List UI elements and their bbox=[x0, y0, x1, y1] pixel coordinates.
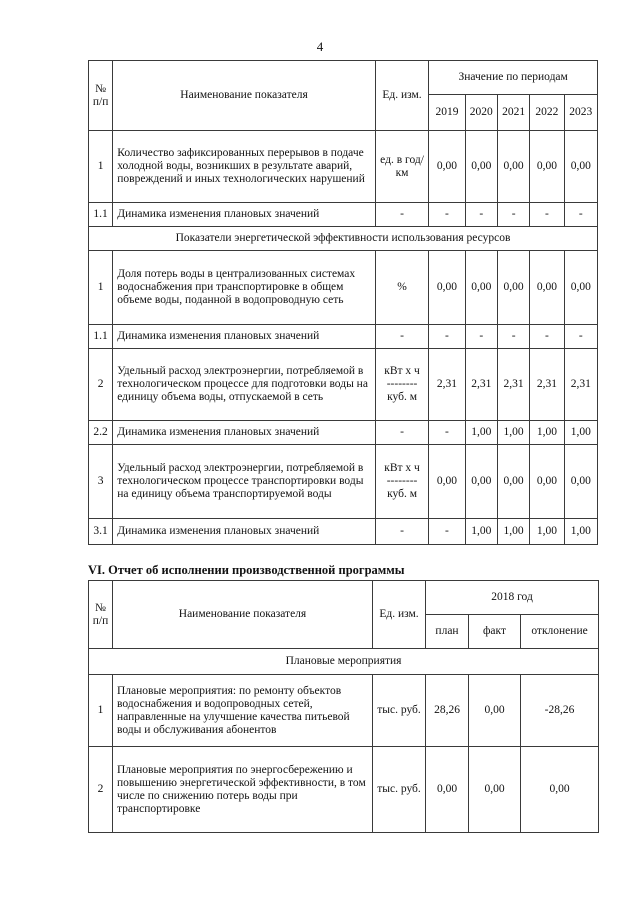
row-unit: - bbox=[375, 325, 429, 349]
row-value: - bbox=[497, 203, 529, 227]
row-value: 0,00 bbox=[429, 445, 465, 519]
row-num: 3 bbox=[89, 445, 113, 519]
row-value: 1,00 bbox=[497, 519, 529, 545]
row-value: - bbox=[564, 325, 597, 349]
row-value: 2,31 bbox=[530, 349, 564, 421]
row-num: 1 bbox=[89, 131, 113, 203]
row-value: 0,00 bbox=[429, 131, 465, 203]
row-value: 0,00 bbox=[465, 131, 497, 203]
row-num: 1 bbox=[89, 675, 113, 747]
row-name: Удельный расход электроэнергии, потребляемой в технологическом процессе для подготовки воды на единицу объема воды, отпускаемой в сеть bbox=[113, 349, 376, 421]
row-deviation: -28,26 bbox=[521, 675, 599, 747]
row-name: Динамика изменения плановых значений bbox=[113, 203, 376, 227]
header-name: Наименование показателя bbox=[113, 61, 376, 131]
row-value: 0,00 bbox=[530, 251, 564, 325]
row-value: 0,00 bbox=[564, 131, 597, 203]
row-num: 2 bbox=[89, 349, 113, 421]
section-heading: Показатели энергетической эффективности использования ресурсов bbox=[89, 227, 598, 251]
row-name: Плановые мероприятия: по ремонту объектов водоснабжения и водопроводных сетей, направленные на улучшение качества питьевой воды и обслуживания абонентов bbox=[113, 675, 373, 747]
table-row bbox=[89, 519, 598, 545]
header-year: 2021 bbox=[497, 95, 529, 131]
row-value: - bbox=[497, 325, 529, 349]
row-plan: 0,00 bbox=[426, 747, 469, 833]
row-name: Динамика изменения плановых значений bbox=[113, 519, 376, 545]
unit-denominator: куб. м bbox=[387, 391, 417, 403]
indicators-table bbox=[88, 60, 598, 545]
unit-numerator: кВт х ч bbox=[384, 365, 420, 377]
row-name: Плановые мероприятия по энергосбережению и повышению энергетической эффективности, в том числе по снижению потерь воды при транспортировке bbox=[113, 747, 373, 833]
row-unit: - bbox=[375, 421, 429, 445]
header-year: 2019 bbox=[429, 95, 465, 131]
table-row bbox=[89, 421, 598, 445]
header-num: № п/п bbox=[89, 581, 113, 649]
row-value: 0,00 bbox=[465, 251, 497, 325]
unit-denominator: куб. м bbox=[387, 488, 417, 500]
row-value: - bbox=[465, 325, 497, 349]
row-value: - bbox=[429, 421, 465, 445]
header-num: № п/п bbox=[89, 61, 113, 131]
row-value: 1,00 bbox=[530, 421, 564, 445]
row-unit bbox=[375, 445, 429, 519]
row-value: 2,31 bbox=[429, 349, 465, 421]
header-name: Наименование показателя bbox=[113, 581, 373, 649]
header-plan: план bbox=[426, 615, 469, 649]
row-num: 1.1 bbox=[89, 325, 113, 349]
table-row bbox=[89, 445, 598, 519]
row-value: - bbox=[429, 203, 465, 227]
row-value: 0,00 bbox=[497, 131, 529, 203]
row-unit: % bbox=[375, 251, 429, 325]
row-value: 0,00 bbox=[497, 251, 529, 325]
row-name: Удельный расход электроэнергии, потребляемой в технологическом процессе транспортировки воды на единицу объема транспортируемой воды bbox=[113, 445, 376, 519]
header-periods: Значение по периодам bbox=[429, 61, 598, 95]
section-title: VI. Отчет об исполнении производственной программы bbox=[88, 563, 405, 577]
unit-numerator: кВт х ч bbox=[384, 462, 420, 474]
table-row bbox=[89, 203, 598, 227]
row-name: Динамика изменения плановых значений bbox=[113, 325, 376, 349]
section-heading: Плановые мероприятия bbox=[89, 649, 599, 675]
row-deviation: 0,00 bbox=[521, 747, 599, 833]
row-plan: 28,26 bbox=[426, 675, 469, 747]
row-value: - bbox=[429, 325, 465, 349]
row-unit bbox=[375, 349, 429, 421]
row-value: 0,00 bbox=[530, 445, 564, 519]
page-number: 4 bbox=[316, 39, 324, 54]
row-num: 1.1 bbox=[89, 203, 113, 227]
table-row bbox=[89, 131, 598, 203]
row-name: Доля потерь воды в централизованных системах водоснабжения при транспортировке в общем объеме воды, поданной в водопроводную сеть bbox=[113, 251, 376, 325]
row-value: 0,00 bbox=[564, 445, 597, 519]
header-year: 2020 bbox=[465, 95, 497, 131]
row-num: 1 bbox=[89, 251, 113, 325]
row-num: 3.1 bbox=[89, 519, 113, 545]
row-unit: - bbox=[375, 519, 429, 545]
row-name: Количество зафиксированных перерывов в подаче холодной воды, возникших в результате аварий, повреждений и иных технологических нарушений bbox=[113, 131, 376, 203]
row-value: 1,00 bbox=[465, 519, 497, 545]
row-value: 1,00 bbox=[497, 421, 529, 445]
header-year: 2018 год bbox=[426, 581, 599, 615]
table-row bbox=[89, 675, 599, 747]
row-value: - bbox=[530, 203, 564, 227]
row-value: - bbox=[429, 519, 465, 545]
row-value: 0,00 bbox=[429, 251, 465, 325]
row-fact: 0,00 bbox=[469, 747, 521, 833]
row-num: 2 bbox=[89, 747, 113, 833]
table-row bbox=[89, 747, 599, 833]
row-value: 0,00 bbox=[564, 251, 597, 325]
row-value: 2,31 bbox=[564, 349, 597, 421]
table-row bbox=[89, 325, 598, 349]
header-unit: Ед. изм. bbox=[375, 61, 429, 131]
row-value: 0,00 bbox=[530, 131, 564, 203]
row-value: 1,00 bbox=[465, 421, 497, 445]
table-row bbox=[89, 349, 598, 421]
row-value: - bbox=[564, 203, 597, 227]
row-value: 1,00 bbox=[564, 519, 597, 545]
header-deviation: отклонение bbox=[521, 615, 599, 649]
row-fact: 0,00 bbox=[469, 675, 521, 747]
report-table bbox=[88, 580, 599, 833]
row-unit: - bbox=[375, 203, 429, 227]
row-name: Динамика изменения плановых значений bbox=[113, 421, 376, 445]
row-value: 1,00 bbox=[564, 421, 597, 445]
unit-divider: -------- bbox=[386, 378, 418, 390]
row-unit: тыс. руб. bbox=[373, 747, 426, 833]
unit-divider: -------- bbox=[386, 475, 418, 487]
row-value: 2,31 bbox=[465, 349, 497, 421]
row-value: 2,31 bbox=[497, 349, 529, 421]
header-fact: факт bbox=[469, 615, 521, 649]
header-unit: Ед. изм. bbox=[373, 581, 426, 649]
row-value: 0,00 bbox=[497, 445, 529, 519]
row-value: - bbox=[530, 325, 564, 349]
header-year: 2022 bbox=[530, 95, 564, 131]
row-unit: ед. в год/км bbox=[375, 131, 429, 203]
table-row bbox=[89, 251, 598, 325]
row-value: 1,00 bbox=[530, 519, 564, 545]
row-value: - bbox=[465, 203, 497, 227]
row-num: 2.2 bbox=[89, 421, 113, 445]
row-value: 0,00 bbox=[465, 445, 497, 519]
row-unit: тыс. руб. bbox=[373, 675, 426, 747]
header-year: 2023 bbox=[564, 95, 597, 131]
